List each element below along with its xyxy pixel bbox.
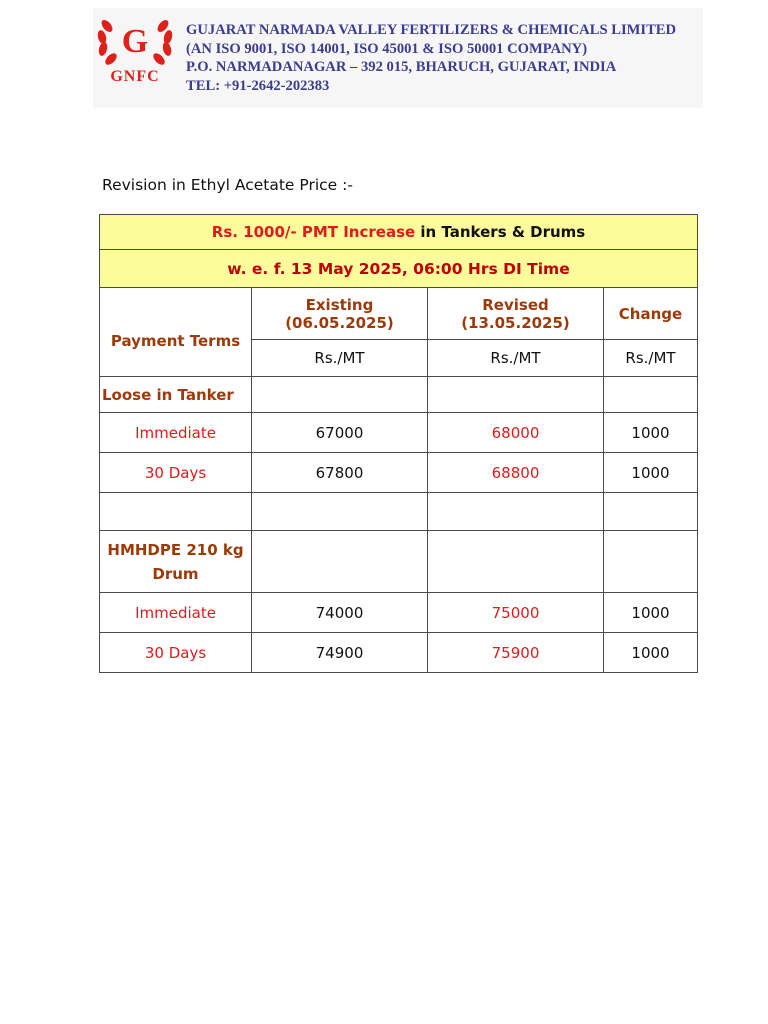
address-line: P.O. NARMADANAGAR – 392 015, BHARUCH, GUJARAT, INDIA: [186, 59, 617, 75]
existing-price: 67000: [252, 413, 428, 453]
increase-scope: in Tankers & Drums: [415, 223, 586, 241]
existing-unit: Rs./MT: [252, 340, 428, 377]
existing-price: 74900: [252, 633, 428, 673]
column-header-row: [100, 288, 698, 340]
change-unit: Rs./MT: [604, 340, 698, 377]
gnfc-logo: [93, 12, 177, 94]
payment-term: Immediate: [100, 593, 252, 633]
table-row: [100, 633, 698, 673]
revised-price: 75000: [428, 593, 604, 633]
payment-term: Immediate: [100, 413, 252, 453]
revised-price: 68800: [428, 453, 604, 493]
wef-banner: w. e. f. 13 May 2025, 06:00 Hrs DI Time: [100, 250, 698, 288]
company-details: [186, 21, 676, 95]
increase-banner: [100, 215, 698, 250]
existing-price: 74000: [252, 593, 428, 633]
price-change: 1000: [604, 593, 698, 633]
table-row: [100, 453, 698, 493]
section-label-drum: HMHDPE 210 kg Drum: [100, 531, 252, 593]
logo-text: GNFC: [110, 68, 160, 85]
table-row: [100, 413, 698, 453]
revised-header: Revised (13.05.2025): [428, 288, 604, 340]
company-name: GUJARAT NARMADA VALLEY FERTILIZERS & CHEMICALS LIMITED: [186, 22, 677, 38]
existing-price: 67800: [252, 453, 428, 493]
price-change: 1000: [604, 453, 698, 493]
increase-banner-row: [100, 215, 698, 250]
iso-line: (AN ISO 9001, ISO 14001, ISO 45001 & ISO 50001 COMPANY): [186, 40, 588, 57]
payment-term: 30 Days: [100, 633, 252, 673]
price-change: 1000: [604, 633, 698, 673]
logo-letter: G: [121, 23, 149, 60]
letterhead: [93, 8, 703, 108]
revised-price: 75900: [428, 633, 604, 673]
table-row: [100, 593, 698, 633]
telephone-line: TEL: +91-2642-202383: [186, 77, 330, 94]
laurel-icon: [93, 12, 177, 72]
wef-banner-row: [100, 250, 698, 288]
section-row-drum: [100, 531, 698, 593]
section-row-tanker: [100, 377, 698, 413]
payment-term: 30 Days: [100, 453, 252, 493]
increase-amount: Rs. 1000/- PMT Increase: [211, 223, 416, 241]
payment-terms-header: Payment Terms: [100, 288, 252, 377]
revised-price: 68000: [428, 413, 604, 453]
price-table: [99, 214, 698, 673]
spacer-row: [100, 493, 698, 531]
change-header: Change: [604, 288, 698, 340]
page-heading: Revision in Ethyl Acetate Price :-: [102, 176, 353, 194]
section-label-tanker: Loose in Tanker: [100, 377, 252, 413]
price-change: 1000: [604, 413, 698, 453]
revised-unit: Rs./MT: [428, 340, 604, 377]
existing-header: Existing (06.05.2025): [252, 288, 428, 340]
